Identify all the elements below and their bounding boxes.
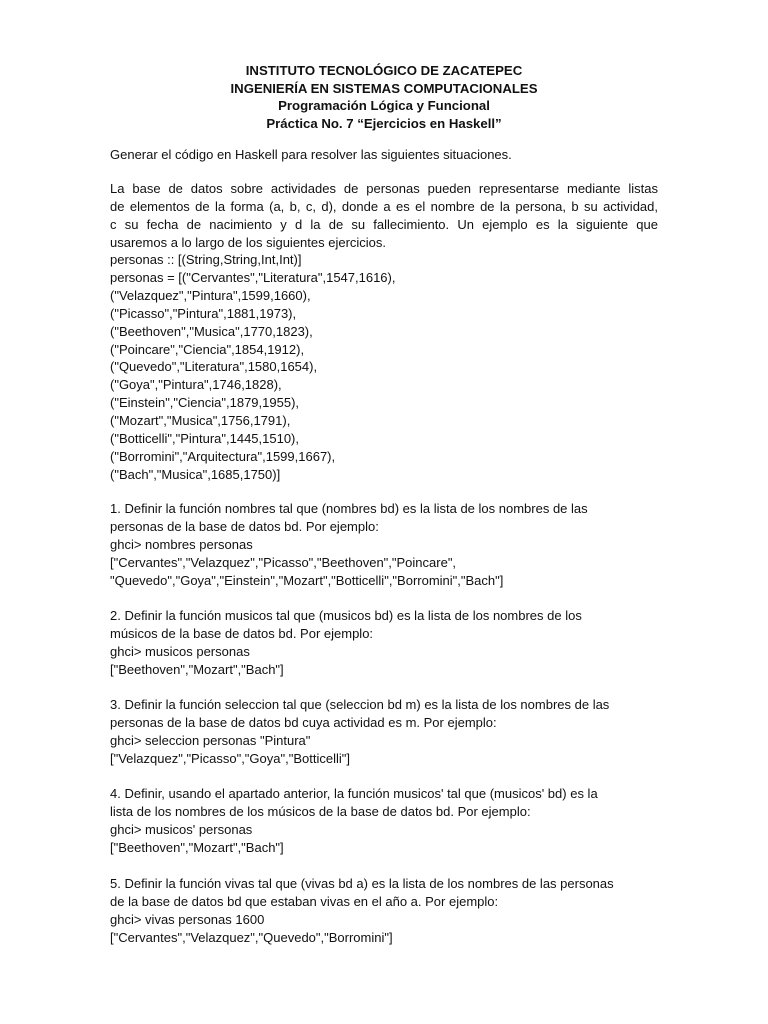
exercise-line: ["Beethoven","Mozart","Bach"] bbox=[110, 839, 284, 855]
exercise-line: ["Beethoven","Mozart","Bach"] bbox=[110, 661, 284, 677]
exercise-line: 2. Definir la función musicos tal que (musicos bd) es la lista de los nombres de los bbox=[110, 608, 582, 623]
institute-name: INSTITUTO TECNOLÓGICO DE ZACATEPEC bbox=[245, 63, 523, 78]
code-line: ("Mozart","Musica",1756,1791), bbox=[110, 413, 291, 429]
description-paragraph bbox=[110, 180, 658, 252]
exercise-line: 1. Definir la función nombres tal que (nombres bd) es la lista de los nombres de las bbox=[110, 501, 588, 516]
description-line: usaremos a lo largo de los siguientes ejercicios. bbox=[110, 234, 387, 250]
exercise-line: "Quevedo","Goya","Einstein","Mozart","Botticelli","Borromini","Bach"] bbox=[110, 572, 504, 588]
course-name: Programación Lógica y Funcional bbox=[278, 98, 490, 114]
exercise-line: personas de la base de datos bd cuya actividad es m. Por ejemplo: bbox=[110, 714, 497, 730]
code-line: ("Borromini","Arquitectura",1599,1667), bbox=[110, 448, 336, 464]
practice-title: Práctica No. 7 “Ejercicios en Haskell” bbox=[266, 115, 502, 131]
code-line: ("Beethoven","Musica",1770,1823), bbox=[110, 323, 313, 339]
exercise-line: 3. Definir la función seleccion tal que (seleccion bd m) es la lista de los nombres de las bbox=[110, 697, 610, 712]
code-line: personas :: [(String,String,Int,Int)] bbox=[110, 252, 302, 267]
exercise-line: personas de la base de datos bd. Por ejemplo: bbox=[110, 518, 379, 534]
exercise-line: ghci> seleccion personas "Pintura" bbox=[110, 732, 311, 748]
code-line: ("Einstein","Ciencia",1879,1955), bbox=[110, 395, 300, 411]
code-line: ("Quevedo","Literatura",1580,1654), bbox=[110, 359, 318, 375]
exercise-line: 4. Definir, usando el apartado anterior, la función musicos' tal que (musicos' bd) es la bbox=[110, 786, 598, 801]
department-name: INGENIERÍA EN SISTEMAS COMPUTACIONALES bbox=[230, 80, 538, 96]
exercise-line: lista de los nombres de los músicos de la base de datos bd. Por ejemplo: bbox=[110, 803, 531, 819]
exercise-line: ["Cervantes","Velazquez","Quevedo","Borromini"] bbox=[110, 929, 393, 945]
code-line: ("Velazquez","Pintura",1599,1660), bbox=[110, 287, 311, 303]
code-listing bbox=[110, 251, 658, 484]
code-line: ("Picasso","Pintura",1881,1973), bbox=[110, 305, 297, 321]
intro-paragraph bbox=[110, 146, 658, 164]
exercise-line: ghci> vivas personas 1600 bbox=[110, 911, 265, 927]
exercise-line: ghci> musicos personas bbox=[110, 643, 250, 659]
description-line: de elementos de la forma (a, b, c, d), donde a es el nombre de la persona, b su actividad, bbox=[110, 198, 658, 214]
code-line: ("Poincare","Ciencia",1854,1912), bbox=[110, 341, 305, 357]
description-line: c su fecha de nacimiento y d la de su fallecimiento. Un ejemplo es la siguiente que bbox=[110, 216, 658, 232]
exercise-3 bbox=[110, 696, 658, 768]
document-header bbox=[0, 62, 768, 132]
code-line: ("Bach","Musica",1685,1750)] bbox=[110, 466, 281, 482]
exercise-1 bbox=[110, 500, 658, 590]
description-line: La base de datos sobre actividades de personas pueden representarse mediante listas bbox=[110, 181, 658, 196]
exercise-4 bbox=[110, 785, 658, 857]
exercise-line: ["Velazquez","Picasso","Goya","Botticelli"] bbox=[110, 750, 350, 766]
exercise-line: músicos de la base de datos bd. Por ejemplo: bbox=[110, 625, 374, 641]
exercise-5 bbox=[110, 875, 658, 947]
exercise-line: ghci> nombres personas bbox=[110, 536, 253, 552]
code-line: ("Botticelli","Pintura",1445,1510), bbox=[110, 431, 300, 447]
intro-text: Generar el código en Haskell para resolver las siguientes situaciones. bbox=[110, 147, 512, 162]
exercise-line: de la base de datos bd que estaban vivas en el año a. Por ejemplo: bbox=[110, 893, 499, 909]
code-line: personas = [("Cervantes","Literatura",1547,1616), bbox=[110, 269, 396, 285]
exercise-line: ["Cervantes","Velazquez","Picasso","Beethoven","Poincare", bbox=[110, 554, 457, 570]
code-line: ("Goya","Pintura",1746,1828), bbox=[110, 377, 282, 393]
exercise-2 bbox=[110, 607, 658, 679]
exercise-line: ghci> musicos' personas bbox=[110, 821, 253, 837]
exercise-line: 5. Definir la función vivas tal que (vivas bd a) es la lista de los nombres de las personas bbox=[110, 876, 614, 891]
